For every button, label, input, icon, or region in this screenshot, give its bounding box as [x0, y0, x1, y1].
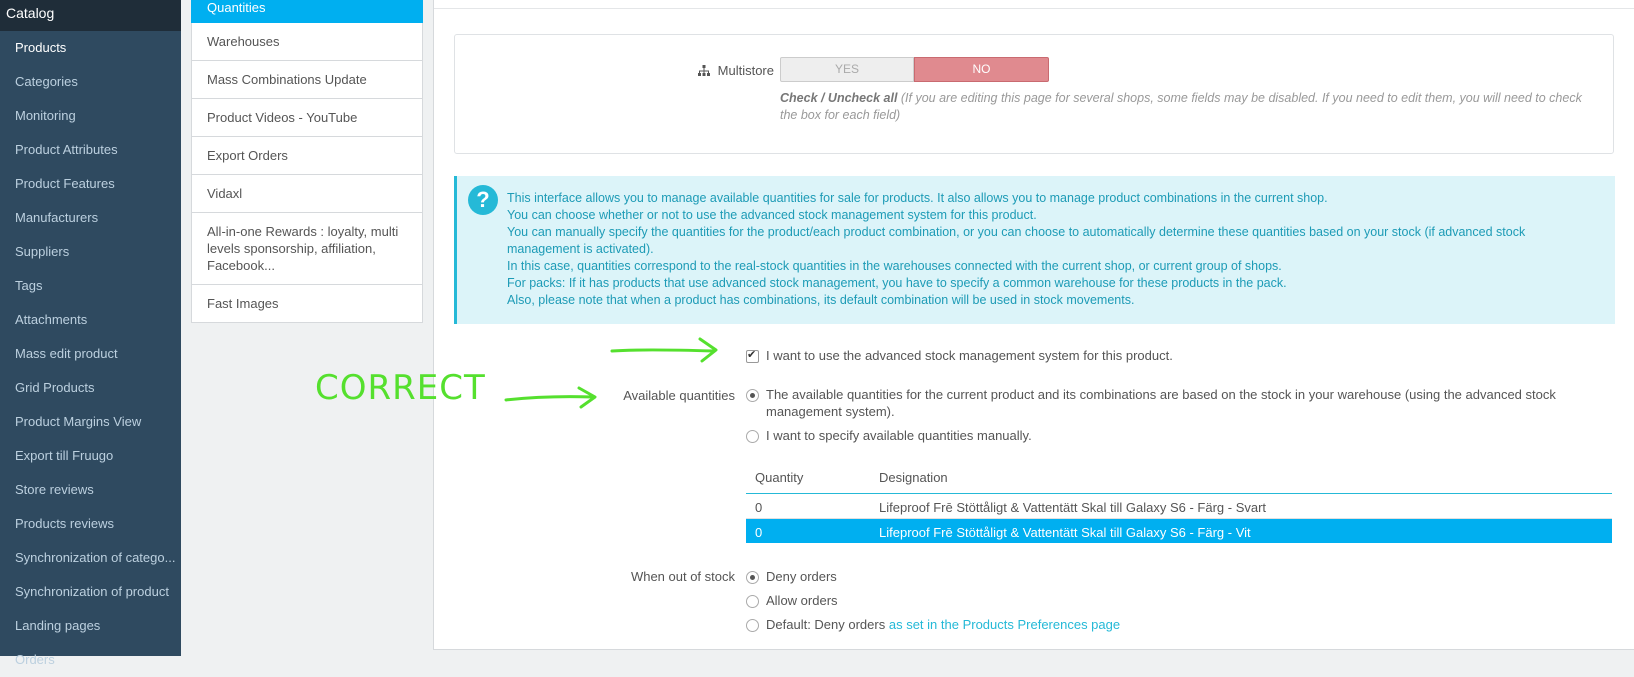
sidebar-item-product-features[interactable]: Product Features [15, 176, 115, 191]
tab-warehouses[interactable]: Warehouses [191, 23, 423, 61]
info-line: You can manually specify the quantities for the product/each product combination, or you can choose to automatically determine these quantities based on your stock (if advanced stock management is activated). [507, 225, 1526, 256]
combinations-table [746, 463, 1612, 543]
info-line: In this case, quantities correspond to the real-stock quantities in the warehouses connected with the current shop, or current group of shops. [507, 259, 1282, 273]
default-orders-radio[interactable] [746, 619, 759, 632]
sitemap-icon [698, 64, 713, 78]
info-line: You can choose whether or not to use the advanced stock management system for this product. [507, 208, 1037, 222]
sidebar-item-suppliers[interactable]: Suppliers [15, 244, 70, 259]
info-line: Also, please note that when a product has combinations, its default combination will be used in stock movements. [507, 293, 1135, 307]
table-row[interactable] [746, 494, 1612, 519]
tab-quantities[interactable]: Quantities [191, 0, 423, 23]
products-preferences-link[interactable]: as set in the Products Preferences page [888, 617, 1121, 632]
question-icon: ? [468, 185, 498, 215]
sidebar-item-products[interactable]: Products [15, 40, 67, 55]
multistore-label: Multistore [690, 63, 774, 78]
deny-orders-label: Deny orders [766, 569, 837, 584]
table-header [746, 463, 1612, 494]
deny-orders-radio[interactable] [746, 571, 759, 584]
tab-all-in-one-rewards[interactable]: All-in-one Rewards : loyalty, multi levels sponsorship, affiliation, Facebook... [191, 213, 423, 285]
sidebar-title[interactable]: Catalog [0, 0, 181, 31]
tab-product-videos[interactable]: Product Videos - YouTube [191, 99, 423, 137]
sidebar-item-products-reviews[interactable]: Products reviews [15, 516, 114, 531]
sidebar-item-store-reviews[interactable]: Store reviews [15, 482, 94, 497]
info-alert [454, 176, 1615, 324]
multistore-box [454, 34, 1614, 154]
available-quantities-label: Available quantities [623, 388, 735, 403]
advanced-stock-label: I want to use the advanced stock management system for this product. [766, 348, 1173, 363]
sidebar-item-attachments[interactable]: Attachments [15, 312, 88, 327]
sidebar-item-landing-pages[interactable]: Landing pages [15, 618, 101, 633]
table-row-selected[interactable] [746, 519, 1612, 543]
sidebar-item-mass-edit-product[interactable]: Mass edit product [15, 346, 118, 361]
available-quantities-auto-label: The available quantities for the current product and its combinations are based on the stock in your warehouse (using the advanced stock management system). [766, 387, 1556, 419]
available-quantities-auto-radio[interactable] [746, 389, 759, 402]
multistore-help-text: Check / Uncheck all (If you are editing this page for several shops, some fields may be disabled. If you need to edit them, you will need to check the box for each field) [780, 91, 1582, 122]
product-tab-list [191, 0, 423, 323]
multistore-yes-button[interactable]: YES [780, 57, 914, 82]
row-quantity: 0 [755, 500, 763, 515]
row-designation: Lifeproof Frē Stöttåligt & Vattentätt Skal till Galaxy S6 - Färg - Svart [879, 500, 1267, 515]
panel-divider [434, 8, 1634, 9]
column-designation: Designation [879, 470, 948, 485]
sidebar-item-sync-product[interactable]: Synchronization of product [15, 584, 169, 599]
tab-vidaxl[interactable]: Vidaxl [191, 175, 423, 213]
column-quantity: Quantity [755, 470, 804, 485]
sidebar-item-product-margins-view[interactable]: Product Margins View [15, 414, 142, 429]
row-quantity: 0 [755, 525, 763, 540]
quantities-panel [433, 0, 1634, 650]
sidebar-item-grid-products[interactable]: Grid Products [15, 380, 95, 395]
advanced-stock-checkbox[interactable] [746, 350, 759, 363]
multistore-no-button[interactable]: NO [914, 57, 1049, 82]
info-line: This interface allows you to manage available quantities for sale for products. It also allows you to manage product combinations in the current shop. [507, 191, 1328, 205]
check-uncheck-all-link[interactable]: Check / Uncheck all [780, 91, 898, 105]
tab-mass-combinations-update[interactable]: Mass Combinations Update [191, 61, 423, 99]
info-line: For packs: If it has products that use advanced stock management, you have to specify a common warehouse for these products in the pack. [507, 276, 1287, 290]
sidebar-item-export-fruugo[interactable]: Export till Fruugo [15, 448, 114, 463]
annotation-correct-label: CORRECT [315, 368, 486, 408]
tab-export-orders[interactable]: Export Orders [191, 137, 423, 175]
sidebar-item-orders[interactable]: Orders [15, 652, 55, 667]
info-text [507, 190, 1577, 309]
allow-orders-radio[interactable] [746, 595, 759, 608]
sidebar-item-monitoring[interactable]: Monitoring [15, 108, 76, 123]
admin-sidebar [0, 0, 181, 667]
annotation-arrow-top [610, 335, 720, 365]
row-designation: Lifeproof Frē Stöttåligt & Vattentätt Skal till Galaxy S6 - Färg - Vit [879, 525, 1251, 540]
default-orders-label: Default: Deny orders as set in the Products Preferences page [766, 617, 1121, 632]
available-quantities-manual-radio[interactable] [746, 430, 759, 443]
sidebar-item-product-attributes[interactable]: Product Attributes [15, 142, 118, 157]
sidebar-item-sync-categories[interactable]: Synchronization of catego... [15, 550, 176, 565]
out-of-stock-label: When out of stock [630, 569, 735, 584]
sidebar-item-manufacturers[interactable]: Manufacturers [15, 210, 99, 225]
sidebar-item-categories[interactable]: Categories [15, 74, 78, 89]
tab-fast-images[interactable]: Fast Images [191, 285, 423, 323]
sidebar-item-tags[interactable]: Tags [15, 278, 43, 293]
available-quantities-manual-label: I want to specify available quantities manually. [766, 428, 1032, 443]
allow-orders-label: Allow orders [766, 593, 838, 608]
